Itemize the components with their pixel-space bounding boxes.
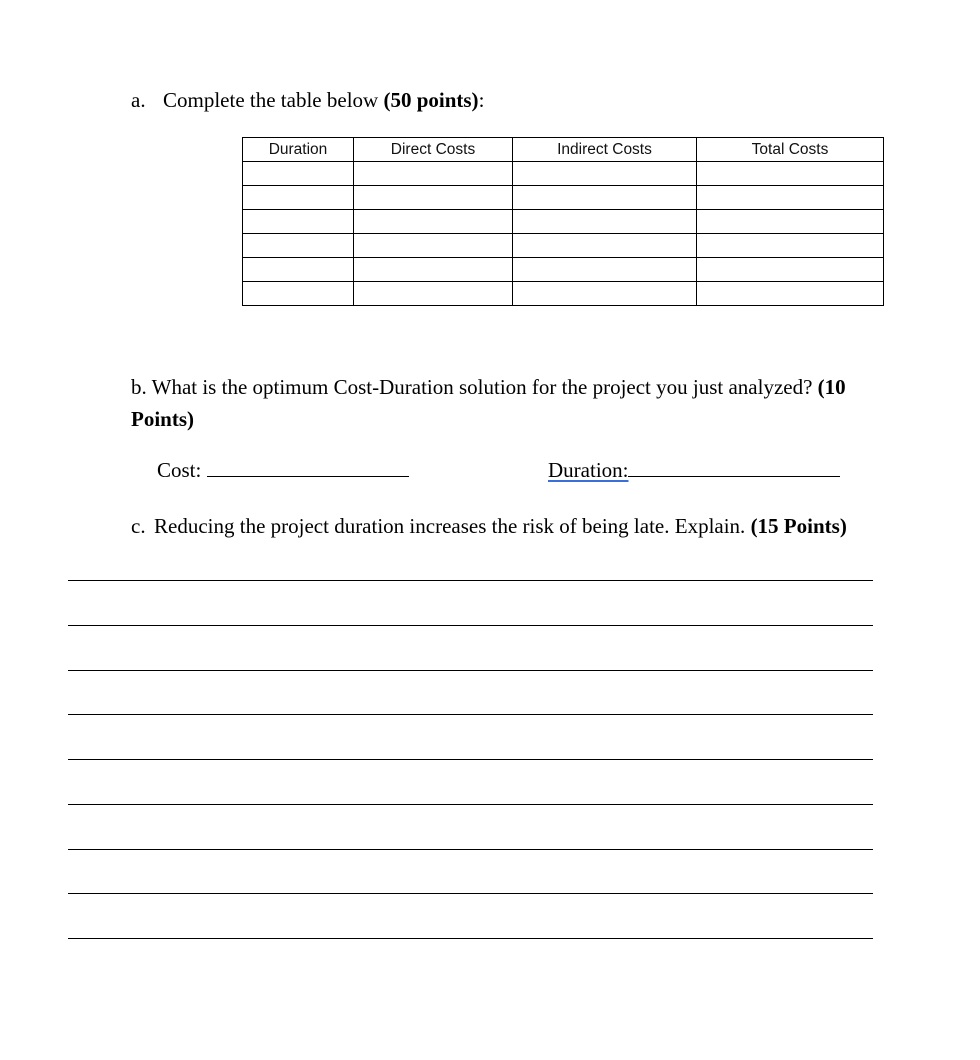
table-cell[interactable] [354, 282, 513, 306]
table-cell[interactable] [354, 234, 513, 258]
table-cell[interactable] [243, 258, 354, 282]
question-c-letter: c. [131, 514, 146, 538]
question-a-text: Complete the table below [163, 88, 384, 112]
table-cell[interactable] [513, 282, 697, 306]
duration-field [548, 458, 840, 483]
table-row [243, 258, 884, 282]
header-duration: Duration [243, 138, 354, 162]
table-cell[interactable] [243, 186, 354, 210]
answer-line[interactable] [68, 670, 873, 671]
cost-answer-blank[interactable] [207, 458, 409, 477]
table-cell[interactable] [513, 234, 697, 258]
question-a [131, 88, 484, 113]
header-direct-costs: Direct Costs [354, 138, 513, 162]
table-row [243, 282, 884, 306]
answer-line[interactable] [68, 893, 873, 894]
header-total-costs: Total Costs [697, 138, 884, 162]
table-body [243, 162, 884, 306]
table-cell[interactable] [354, 210, 513, 234]
table-cell[interactable] [513, 162, 697, 186]
table-cell[interactable] [354, 162, 513, 186]
answer-line[interactable] [68, 804, 873, 805]
table-cell[interactable] [697, 186, 884, 210]
question-b-points: (10 Points) [131, 375, 846, 431]
table-cell[interactable] [697, 162, 884, 186]
table-row [243, 234, 884, 258]
table-cell[interactable] [513, 258, 697, 282]
question-c-text: Reducing the project duration increases the risk of being late. Explain. [154, 514, 751, 538]
answer-line[interactable] [68, 714, 873, 715]
table-cell[interactable] [354, 186, 513, 210]
question-a-letter: a. [131, 88, 146, 112]
question-a-points: (50 points) [383, 88, 479, 112]
answer-line[interactable] [68, 849, 873, 850]
answer-line[interactable] [68, 759, 873, 760]
table-cell[interactable] [243, 210, 354, 234]
duration-answer-blank[interactable] [628, 458, 840, 477]
duration-label: Duration: [548, 458, 629, 482]
question-b-text: b. What is the optimum Cost-Duration solution for the project you just analyzed? [131, 375, 818, 399]
table-cell[interactable] [243, 282, 354, 306]
table-row [243, 210, 884, 234]
cost-field [157, 458, 409, 483]
question-c [131, 514, 847, 539]
table-cell[interactable] [697, 258, 884, 282]
table-cell[interactable] [697, 234, 884, 258]
answer-line[interactable] [68, 580, 873, 581]
table-cell[interactable] [354, 258, 513, 282]
table-cell[interactable] [697, 282, 884, 306]
table-cell[interactable] [513, 210, 697, 234]
answer-line[interactable] [68, 625, 873, 626]
answer-line[interactable] [68, 938, 873, 939]
question-b [131, 371, 861, 435]
table-cell[interactable] [697, 210, 884, 234]
question-c-points: (15 Points) [750, 514, 847, 538]
table-cell[interactable] [243, 234, 354, 258]
table-cell[interactable] [513, 186, 697, 210]
header-indirect-costs: Indirect Costs [513, 138, 697, 162]
cost-table [242, 137, 884, 306]
table-row [243, 186, 884, 210]
table-header-row [243, 138, 884, 162]
table-cell[interactable] [243, 162, 354, 186]
cost-label: Cost: [157, 458, 202, 482]
question-a-suffix: : [478, 88, 485, 112]
table-row [243, 162, 884, 186]
